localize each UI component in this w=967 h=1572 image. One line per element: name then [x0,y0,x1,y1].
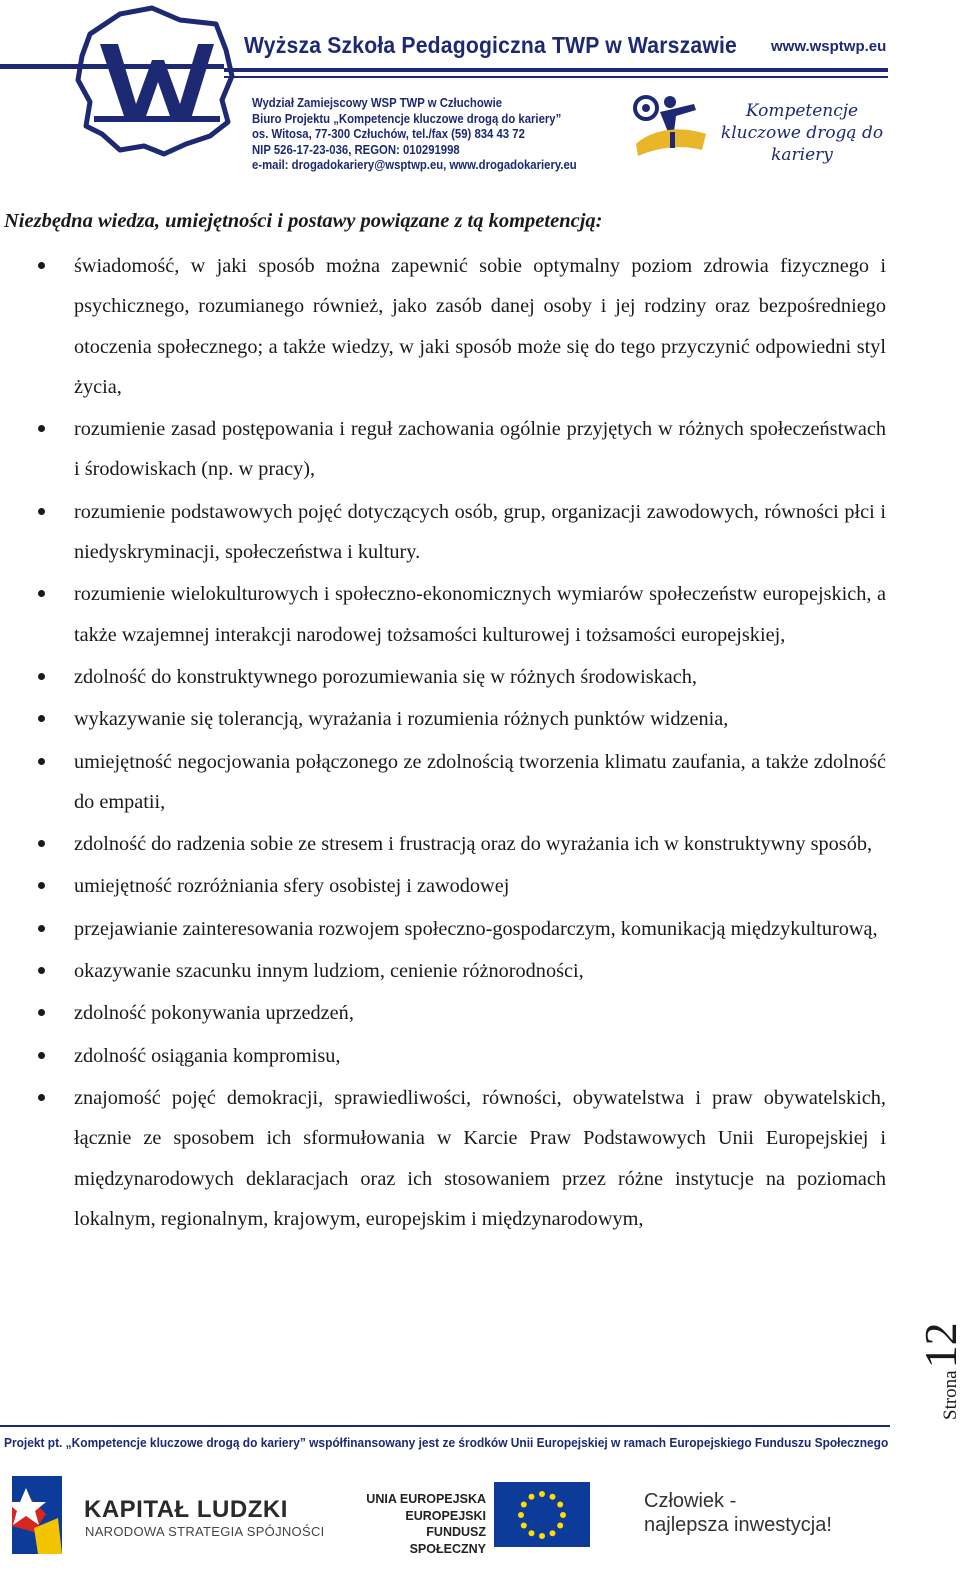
list-item-text: świadomość, w jaki sposób można zapewnić sobie optymalny poziom zdrowia fizycznego i psychicznego, rozumianego również, jako zasób danej osoby i jej rodziny oraz bezpośredniego otoczenia społecznego; a także wiedzy, w jaki sposób może się do tego przyczynić odpowiedni styl życia, [74,255,886,398]
bullet-icon [38,262,45,269]
list-item-text: rozumienie zasad postępowania i reguł zachowania ogólnie przyjętych w różnych społeczeństwach i środowiskach (np. w pracy), [74,418,886,481]
list-item-text: okazywanie szacunku innym ludziom, cenienie różnorodności, [74,960,584,983]
eu-fund-line: FUNDUSZ SPOŁECZNY [409,1525,486,1556]
page-number-label: Strona [940,1370,961,1420]
contact-line: os. Witosa, 77-300 Człuchów, tel./fax (59) 834 43 72 [252,127,525,142]
bullet-icon [38,1009,45,1016]
bullet-icon [38,882,45,889]
eu-fund-line: UNIA EUROPEJSKA [366,1492,486,1506]
list-item [0,1078,960,1239]
list-item-text: zdolność do radzenia sobie ze stresem i frustracją oraz do wyrażania ich w konstruktywny sposób, [74,833,873,856]
kapital-ludzki-subtitle: NARODOWA STRATEGIA SPÓJNOŚCI [85,1524,325,1539]
list-item [0,993,960,1033]
header-rule-right [224,68,888,72]
bullet-icon [38,425,45,432]
list-item [0,742,960,823]
school-url[interactable]: www.wsptwp.eu [771,38,887,55]
list-item [0,909,960,949]
bullet-icon [38,673,45,680]
list-item [0,492,960,573]
list-item [0,866,960,906]
section-title: Niezbędna wiedza, umiejętności i postawy powiązane z tą kompetencją: [4,210,603,232]
slogan-line: Człowiek - [644,1490,737,1512]
bullet-icon [38,1094,45,1101]
list-item-text: rozumienie podstawowych pojęć dotyczących osób, grup, organizacji zawodowych, równości płci i niedyskryminacji, społeczeństwa i kultury. [74,500,886,564]
list-item [0,246,960,407]
list-item-text: znajomość pojęć demokracji, sprawiedliwości, równości, obywatelstwa i praw obywatelskich, łącznie ze sposobem ich sformułowania w Karcie Praw Podstawowych Unii Europejskiej i międzynarodowych deklaracjach oraz ich stosowaniem przez różne instytucje na poziomach lokalnym, regionalnym, krajowym, europejskim i międzynarodowym, [74,1086,886,1230]
list-item [0,951,960,991]
wsp-twp-poland-map-logo [60,4,240,164]
list-item [0,657,960,697]
list-item-text: wykazywanie się tolerancją, wyrażania i rozumienia różnych punktów widzenia, [74,708,729,731]
school-name: Wyższa Szkoła Pedagogiczna TWP w Warszawie [244,32,737,58]
list-item [0,409,960,490]
footer-rule [0,1425,890,1427]
list-item-text: zdolność do konstruktywnego porozumiewania się w różnych środowiskach, [74,665,697,688]
list-item-text: umiejętność rozróżniania sfery osobistej i zawodowej [74,875,510,898]
list-item-text: zdolność osiągania kompromisu, [74,1044,341,1067]
bullet-icon [38,715,45,722]
eu-flag-icon [494,1482,590,1547]
competence-list [0,246,960,1241]
kapital-ludzki-star-logo [6,1468,70,1558]
letterhead [0,0,960,190]
bullet-icon [38,925,45,932]
bullet-icon [38,840,45,847]
list-item-text: przejawianie zainteresowania rozwojem społeczno-gospodarczym, komunikacją międzykulturową, [74,917,878,940]
list-item [0,574,960,655]
list-item-text: zdolność pokonywania uprzedzeń, [74,1002,354,1025]
page-number-value: 12 [915,1322,966,1369]
contact-line: Biuro Projektu „Kompetencje kluczowe drogą do kariery” [252,111,562,126]
contact-block [252,96,577,174]
bullet-icon [38,508,45,515]
header-rule-top [0,64,224,69]
header-rule-bottom [224,76,888,78]
project-slogan: Kompetencje kluczowe drogą do kariery [720,101,884,165]
eu-fund-line: EUROPEJSKI [405,1508,486,1523]
list-item-text: rozumienie wielokulturowych i społeczno-ekonomicznych wymiarów społeczeństw europejskich, a także wzajemnej interakcji narodowej tożsamości kulturowej i tożsamości europejskiej, [74,583,886,646]
contact-line: NIP 526-17-23-036, REGON: 010291998 [252,142,460,157]
footer-funding-note: Projekt pt. „Kompetencje kluczowe drogą do kariery” współfinansowany jest ze środków Unii Europejskiej w ramach Europejskiego Funduszu Społecznego [4,1436,889,1450]
contact-line: e-mail: drogadokariery@wsptwp.eu, www.drogadokariery.eu [252,158,577,173]
list-item [0,699,960,739]
bullet-icon [38,590,45,597]
slogan-line: najlepsza inwestycja! [644,1514,832,1536]
list-item-text: umiejętność negocjowania połączonego ze zdolnością tworzenia klimatu zaufania, a także zdolność do empatii, [74,750,886,813]
bullet-icon [38,1052,45,1059]
list-item [0,824,960,864]
list-item [0,1036,960,1076]
human-capital-slogan [644,1489,832,1537]
bullet-icon [38,967,45,974]
contact-line: Wydział Zamiejscowy WSP TWP w Człuchowie [252,96,503,110]
page-number [914,1322,967,1420]
eu-fund-label [352,1491,486,1557]
kapital-ludzki-title: KAPITAŁ LUDZKI [84,1496,288,1523]
bullet-icon [38,758,45,765]
project-person-logo [630,92,710,162]
